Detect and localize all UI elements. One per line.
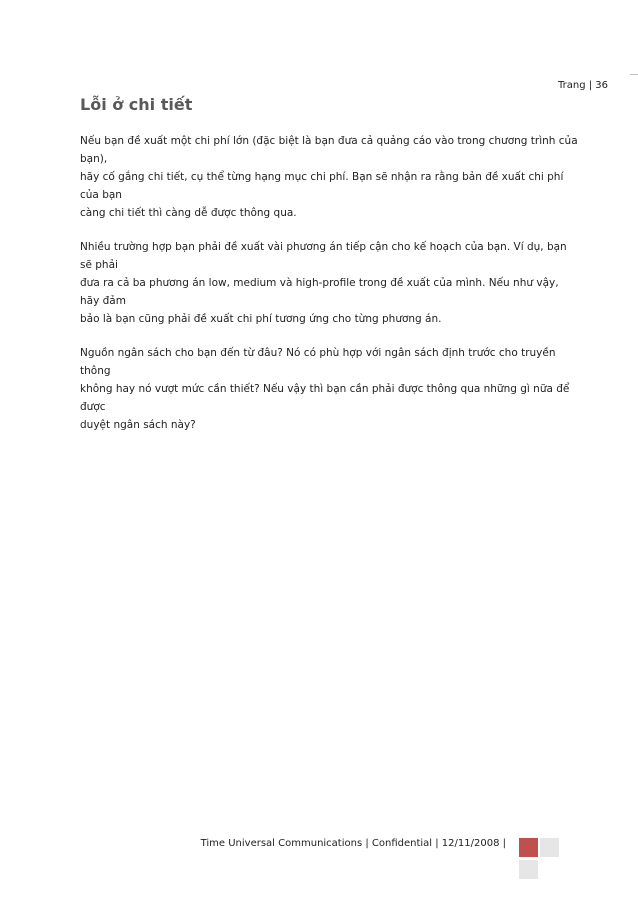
footer-grey-square-bottom xyxy=(519,860,538,879)
footer-accent-square xyxy=(519,838,538,857)
body-text xyxy=(80,132,580,450)
page-number: Trang | 36 xyxy=(557,80,608,91)
footer-text: Time Universal Communications | Confidential | 12/11/2008 | xyxy=(200,838,506,849)
paragraph-2: Nhiều trường hợp bạn phải đề xuất vài phương án tiếp cận cho kế hoạch của bạn. Ví dụ, bạn sẽ phải đưa ra cả ba phương án low, medium và high-profile trong đề xuất của mình. Nếu như vậy, hãy đảm bảo là bạn cũng phải đề xuất chi phí tương ứng cho từng phương án. xyxy=(80,241,567,325)
section-title: Lỗi ở chi tiết xyxy=(80,95,193,114)
header-rule xyxy=(630,74,638,75)
footer-grey-square-right xyxy=(540,838,559,857)
paragraph-3: Nguồn ngân sách cho bạn đến từ đâu? Nó có phù hợp với ngân sách định trước cho truyền thông không hay nó vượt mức cần thiết? Nếu vậy thì bạn cần phải được thông qua những gì nữa để được duyệt ngân sách này? xyxy=(80,347,570,431)
paragraph-1: Nếu bạn đề xuất một chi phí lớn (đặc biệt là bạn đưa cả quảng cáo vào trong chương trình của bạn), hãy cố gắng chi tiết, cụ thể từng hạng mục chi phí. Bạn sẽ nhận ra rằng bản đề xuất chi phí của bạn càng chi tiết thì càng dễ được thông qua. xyxy=(80,135,578,219)
